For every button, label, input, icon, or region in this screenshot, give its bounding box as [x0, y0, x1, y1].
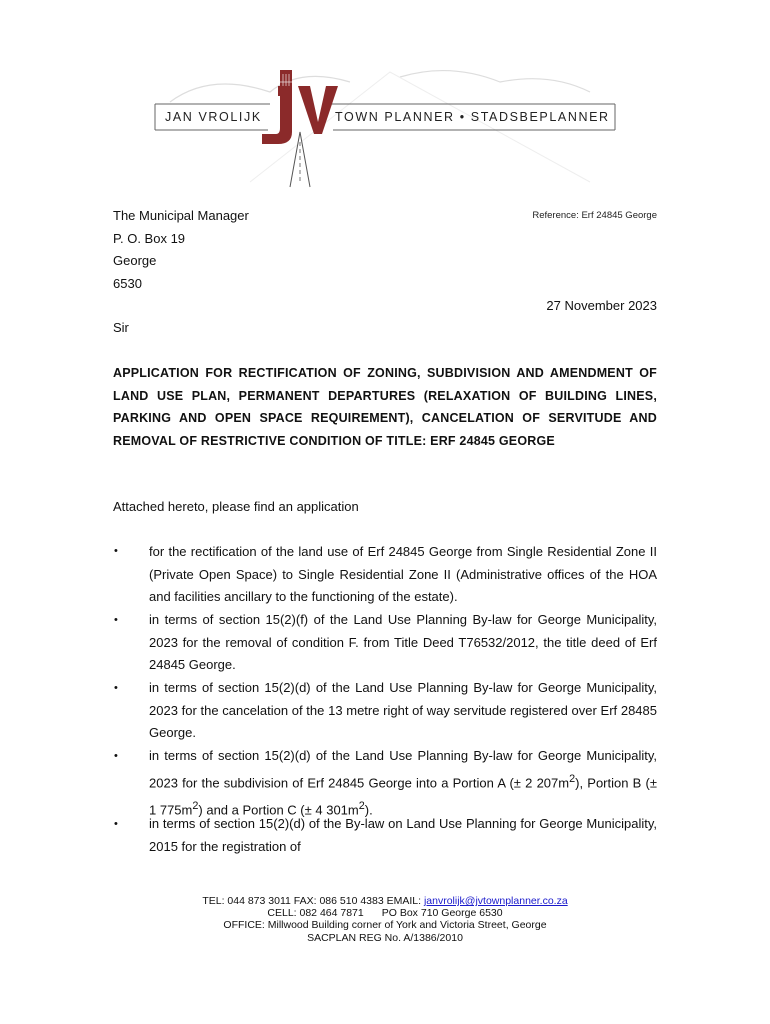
bullet-4-text-d: ).	[364, 801, 373, 817]
letter-date: 27 November 2023	[546, 298, 657, 313]
footer-cell-line	[100, 907, 670, 919]
bullet-item-4	[149, 745, 657, 821]
recipient-line-1: The Municipal Manager	[113, 208, 249, 223]
footer-po-box: PO Box 710 George 6530	[381, 907, 503, 920]
recipient-line-4: 6530	[113, 276, 142, 291]
bullet-4-text-c: ) and a Portion C (± 4 301m	[198, 801, 359, 817]
bullet-item-5: in terms of section 15(2)(d) of the By-law on Land Use Planning for George Municipality, 2015 for the registration of	[149, 816, 657, 854]
letterhead-tagline: TOWN PLANNER • STADSBEPLANNER	[335, 110, 610, 124]
footer-email-link[interactable]: janvrolijk@jvtownplanner.co.za	[423, 895, 568, 907]
bullet-marker: •	[114, 682, 118, 694]
salutation: Sir	[113, 320, 129, 335]
bullet-marker: •	[114, 614, 118, 626]
letterhead-logo	[150, 62, 620, 190]
bullet-item-3: in terms of section 15(2)(d) of the Land Use Planning By-law for George Municipality, 2023 for the cancelation of the 13 metre right of way servitude registered over Erf 28485 George.	[149, 680, 657, 741]
footer-contact-line	[100, 895, 670, 907]
footer-sacplan: SACPLAN REG No. A/1386/2010	[307, 931, 463, 944]
footer-office: OFFICE: Millwood Building corner of York and Victoria Street, George	[223, 919, 547, 932]
bullet-marker: •	[114, 750, 118, 762]
bullet-item-2: in terms of section 15(2)(f) of the Land Use Planning By-law for George Municipality, 2023 for the removal of condition F. from Title Deed T76532/2012, the title deed of Erf 24845 George.	[149, 612, 657, 673]
bullet-4-sup-3: 2	[358, 799, 365, 812]
bullet-4-text-b: ), Portion B (± 1 775m	[149, 774, 657, 817]
footer-tel-fax: TEL: 044 873 3011 FAX: 086 510 4383 EMAIL:	[202, 895, 424, 907]
recipient-line-2: P. O. Box 19	[113, 231, 186, 246]
bullet-4-text-a: in terms of section 15(2)(d) of the Land Use Planning By-law for George Municipality, 2023 for the subdivision of Erf 24845 George into a Portion A (± 2 207m	[149, 748, 657, 790]
recipient-line-3: George	[113, 253, 157, 268]
subject-heading: APPLICATION FOR RECTIFICATION OF ZONING, SUBDIVISION AND AMENDMENT OF LAND USE PLAN, PERMANENT DEPARTURES (RELAXATION OF BUILDING LINES, PARKING AND OPEN SPACE REQUIREMENT), CANCELATION OF SERVITUDE AND REMOVAL OF RESTRICTIVE CONDITION OF TITLE: ERF 24845 GEORGE	[113, 366, 657, 448]
jv-logo-graphic	[150, 62, 620, 190]
bullet-item-1: for the rectification of the land use of Erf 24845 George from Single Residential Zone II (Private Open Space) to Single Residential Zone II (Administrative offices of the HOA and facilities ancillary to the functioning of the estate).	[149, 544, 657, 605]
reference-line: Reference: Erf 24845 George	[532, 210, 657, 221]
bullet-4-sup-2: 2	[192, 799, 199, 812]
bullet-marker: •	[114, 545, 118, 557]
letterhead-name: JAN VROLIJK	[165, 110, 262, 124]
footer-cell: CELL: 082 464 7871	[267, 907, 364, 920]
bullet-4-sup-1: 2	[569, 772, 576, 785]
intro-text: Attached hereto, please find an application	[113, 499, 359, 514]
letter-footer	[100, 895, 670, 944]
bullet-marker: •	[114, 818, 118, 830]
